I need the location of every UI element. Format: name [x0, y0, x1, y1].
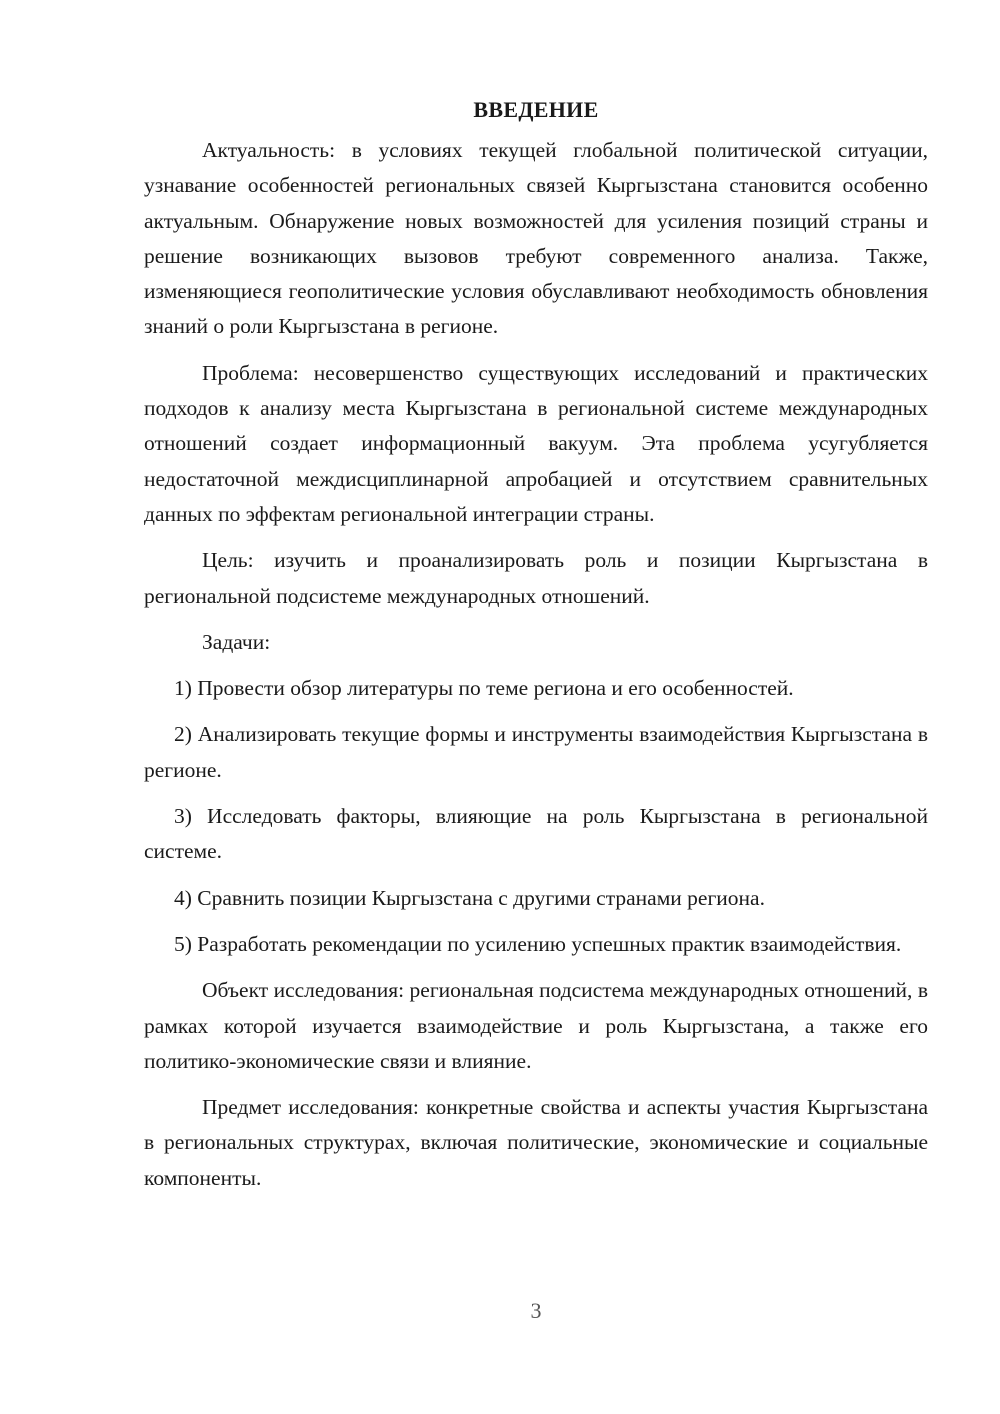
relevance-paragraph: Актуальность: в условиях текущей глобальной политической ситуации, узнавание особенностей региональных связей Кыргызстана становится особенно актуальным. Обнаружение новых возможностей для усиления позиций страны и решение возникающих вызовов требуют современного анализа. Также, изменяющиеся геополитические условия обуславливают необходимость обновления знаний о роли Кыргызстана в регионе. — [144, 138, 928, 339]
task-item-3: 3) Исследовать факторы, влияющие на роль Кыргызстана в региональной системе. — [144, 804, 928, 864]
task-item-5: 5) Разработать рекомендации по усилению успешных практик взаимодействия. — [174, 931, 902, 956]
object-paragraph: Объект исследования: региональная подсистема международных отношений, в рамках которой изучается взаимодействие и роль Кыргызстана, а также его политико-экономические связи и влияние. — [144, 978, 928, 1073]
document-page — [144, 92, 928, 1207]
task-item-4: 4) Сравнить позиции Кыргызстана с другими странами региона. — [174, 885, 765, 910]
tasks-heading: Задачи: — [202, 629, 271, 654]
task-item-1: 1) Провести обзор литературы по теме региона и его особенностей. — [174, 676, 794, 701]
problem-paragraph: Проблема: несовершенство существующих исследований и практических подходов к анализу места Кыргызстана в региональной системе международных отношений создает информационный вакуум. Эта проблема усугубляется недостаточной междисциплинарной апробацией и отсутствием сравнительных данных по эффектам региональной интеграции страны. — [144, 360, 928, 526]
page-title: ВВЕДЕНИЕ — [473, 97, 599, 122]
task-item-2: 2) Анализировать текущие формы и инструменты взаимодействия Кыргызстана в регионе. — [144, 722, 928, 782]
page-number: 3 — [530, 1298, 542, 1323]
subject-paragraph: Предмет исследования: конкретные свойства и аспекты участия Кыргызстана в региональных структурах, включая политические, экономические и социальные компоненты. — [144, 1095, 928, 1190]
goal-paragraph: Цель: изучить и проанализировать роль и позиции Кыргызстана в региональной подсистеме международных отношений. — [144, 548, 928, 608]
